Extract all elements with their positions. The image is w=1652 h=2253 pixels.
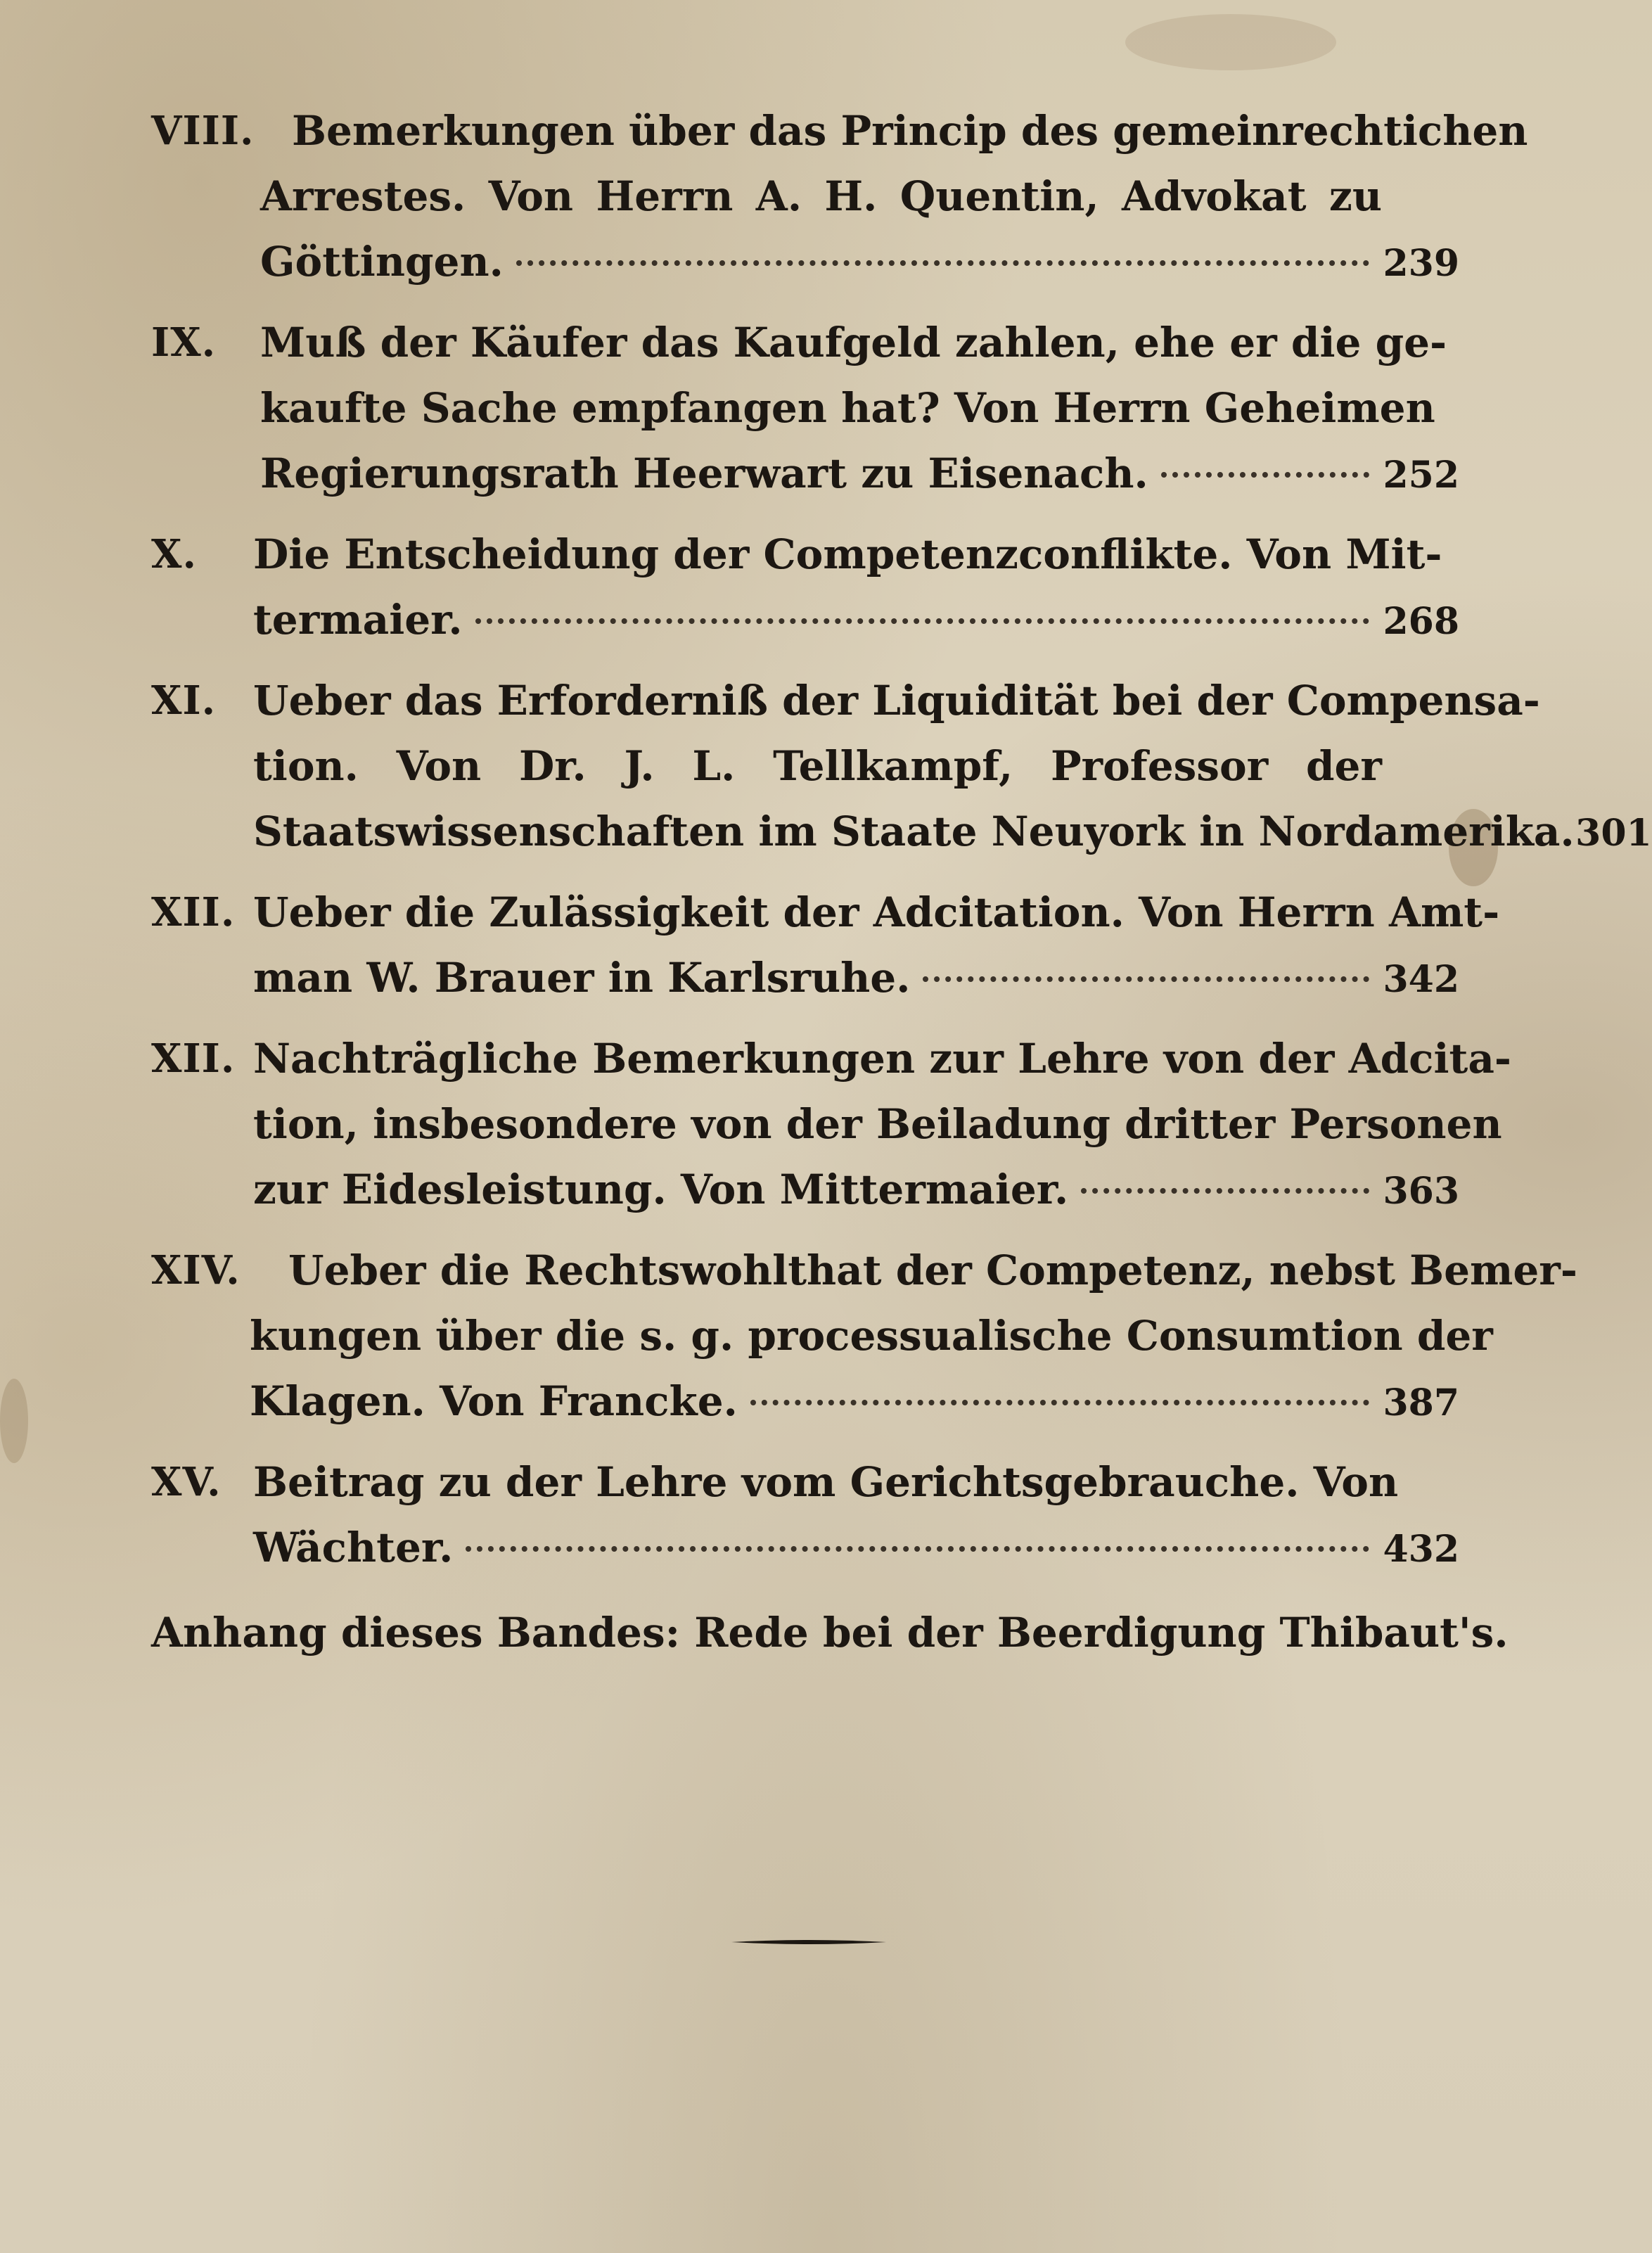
entry-text-line: Die Entscheidung der Competenzconflikte. Von Mit- bbox=[253, 530, 1442, 578]
page-number: 268 bbox=[1383, 600, 1459, 643]
dot-leader bbox=[750, 1400, 1369, 1405]
dot-leader bbox=[516, 260, 1369, 266]
entry-text-line: zur Eidesleistung. Von Mittermaier. bbox=[253, 1166, 1069, 1213]
page-number: 387 bbox=[1383, 1381, 1459, 1424]
stain bbox=[1125, 14, 1336, 70]
entry-numeral: XIV. bbox=[151, 1247, 241, 1294]
entry-text-line: Regierungsrath Heerwart zu Eisenach. bbox=[260, 449, 1148, 497]
entry-text-line: Ueber die Rechtswohlthat der Competenz, nebst Bemer- bbox=[288, 1246, 1577, 1294]
entry-text-line: tion. Von Dr. J. L. Tellkampf, Professor der bbox=[253, 742, 1382, 790]
entry-text-line: Bemerkungen über das Princip des gemeinrechtichen bbox=[292, 107, 1528, 155]
dot-leader bbox=[923, 976, 1369, 982]
entry-text-line: kungen über die s. g. processualische Consumtion der bbox=[250, 1312, 1493, 1360]
entry-numeral: XV. bbox=[151, 1459, 222, 1505]
entry-text-line: Ueber das Erforderniß der Liquidität bei der Compensa- bbox=[253, 677, 1540, 725]
dot-leader bbox=[466, 1546, 1369, 1552]
page-number: 252 bbox=[1383, 454, 1459, 497]
table-of-contents bbox=[151, 98, 1652, 1596]
entry-text-line: Göttingen. bbox=[260, 238, 504, 286]
toc-entry-viii bbox=[151, 98, 1528, 295]
page-number: 432 bbox=[1383, 1528, 1459, 1571]
entry-text-line: Beitrag zu der Lehre vom Gerichtsgebrauche. Von bbox=[253, 1458, 1399, 1506]
entry-numeral: XII. bbox=[151, 889, 236, 936]
entry-text-line: tion, insbesondere von der Beiladung dritter Personen bbox=[253, 1100, 1502, 1148]
entry-text-line: Ueber die Zulässigkeit der Adcitation. Von Herrn Amt- bbox=[253, 888, 1500, 936]
entry-text-line: man W. Brauer in Karlsruhe. bbox=[253, 954, 911, 1002]
page-number: 239 bbox=[1383, 242, 1459, 285]
toc-entry-x bbox=[151, 522, 1459, 653]
toc-entry-ix bbox=[151, 310, 1459, 506]
entry-numeral: X. bbox=[151, 531, 197, 577]
page-number: 301 bbox=[1575, 812, 1652, 855]
toc-entry-xv bbox=[151, 1450, 1459, 1581]
entry-text-line: Staatswissenschaften im Staate Neuyork in Nordamerika. bbox=[253, 808, 1575, 855]
entry-numeral: VIII. bbox=[151, 108, 255, 154]
dot-leader bbox=[1161, 472, 1369, 478]
stain bbox=[0, 1379, 28, 1463]
dot-leader bbox=[1081, 1188, 1369, 1194]
entry-text-line: kaufte Sache empfangen hat? Von Herrn Geheimen bbox=[260, 384, 1435, 432]
appendix-line: Anhang dieses Bandes: Rede bei der Beerdigung Thibaut's. bbox=[151, 1609, 1509, 1657]
entry-text-line: Nachträgliche Bemerkungen zur Lehre von der Adcita- bbox=[253, 1035, 1511, 1083]
entry-text-line: Wächter. bbox=[253, 1524, 454, 1571]
toc-entry-xii bbox=[151, 880, 1500, 1011]
page-number: 363 bbox=[1383, 1170, 1459, 1213]
entry-text-line: Klagen. Von Francke. bbox=[250, 1377, 738, 1425]
ornamental-rule bbox=[731, 1938, 886, 1946]
toc-entry-xi bbox=[151, 668, 1652, 864]
entry-text-line: termaier. bbox=[253, 596, 463, 644]
entry-numeral: XI. bbox=[151, 677, 217, 724]
entry-numeral: XII. bbox=[151, 1035, 236, 1082]
entry-text-line: Muß der Käufer das Kaufgeld zahlen, ehe er die ge- bbox=[260, 319, 1447, 366]
entry-numeral: IX. bbox=[151, 319, 217, 366]
page-number: 342 bbox=[1383, 958, 1459, 1001]
toc-entry-xiv bbox=[151, 1238, 1577, 1434]
entry-text-line: Arrestes. Von Herrn A. H. Quentin, Advokat zu bbox=[260, 172, 1382, 220]
dot-leader bbox=[475, 618, 1369, 624]
toc-entry-xiii bbox=[151, 1026, 1511, 1223]
